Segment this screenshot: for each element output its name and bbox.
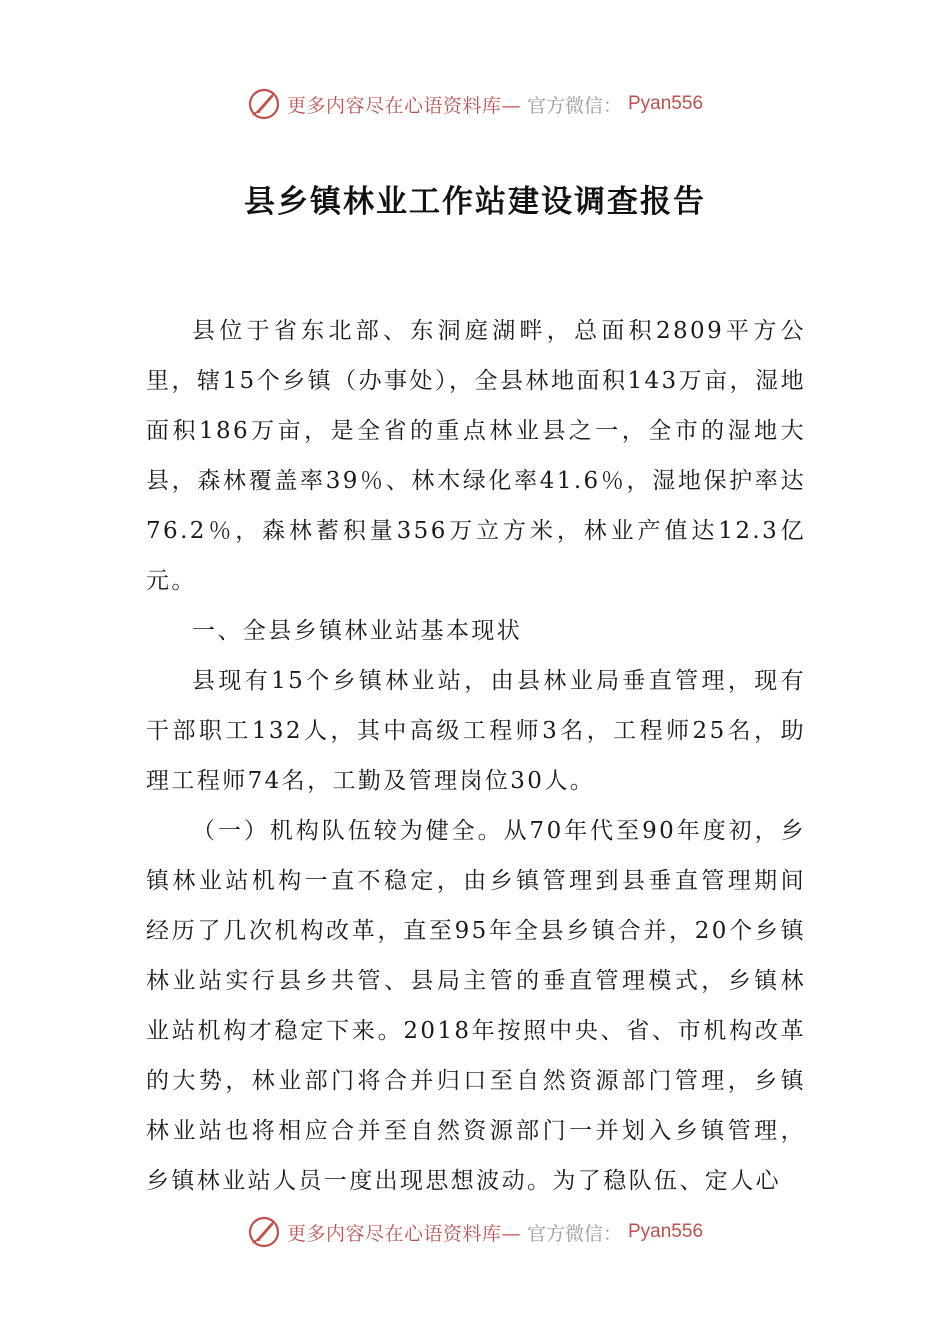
banner-slogan: 更多内容尽在心语资料库— [286, 1222, 521, 1245]
quill-seal-icon [247, 1215, 281, 1249]
banner-content [247, 1215, 703, 1249]
banner-slogan: 更多内容尽在心语资料库— [286, 94, 521, 117]
quill-seal-icon [247, 87, 281, 121]
paragraph-staff: 县现有15个乡镇林业站，由县林业局垂直管理，现有干部职工132人，其中高级工程师3名，工程师25名，助理工程师74名，工勤及管理岗位30人。 [146, 668, 806, 794]
banner-wechat-id: Pyan556 [628, 93, 704, 114]
paragraph-overview: 县位于省东北部、东洞庭湖畔，总面积2809平方公里，辖15个乡镇（办事处），全县林地面积143万亩，湿地面积186万亩，是全省的重点林业县之一，全市的湿地大县，森林覆盖率39％、林木绿化率41.6％，湿地保护率达76.2％，森林蓄积量356万立方米，林业产值达12.3亿元。 [146, 318, 806, 594]
paragraph-organization: （一）机构队伍较为健全。从70年代至90年度初，乡镇林业站机构一直不稳定，由乡镇管理到县垂直管理期间经历了几次机构改革，直至95年全县乡镇合并，20个乡镇林业站实行县乡共管、县局主管的垂直管理模式，乡镇林业站机构才稳定下来。2018年按照中央、省、市机构改革的大势，林业部门将合并归口至自然资源部门管理，乡镇林业站也将相应合并至自然资源部门一并划入乡镇管理，乡镇林业站人员一度出现思想波动。为了稳队伍、定人心 [146, 818, 806, 1194]
section-heading-1: 一、全县乡镇林业站基本现状 [192, 618, 523, 644]
header-banner [0, 84, 950, 124]
banner-wechat-id: Pyan556 [628, 1221, 704, 1242]
banner-wechat-label: 官方微信： [526, 94, 622, 117]
document-title: 县乡镇林业工作站建设调查报告 [244, 184, 706, 220]
document-body [146, 306, 806, 1206]
banner-wechat-label: 官方微信： [526, 1222, 622, 1245]
footer-banner [0, 1212, 950, 1252]
banner-content [247, 87, 703, 121]
